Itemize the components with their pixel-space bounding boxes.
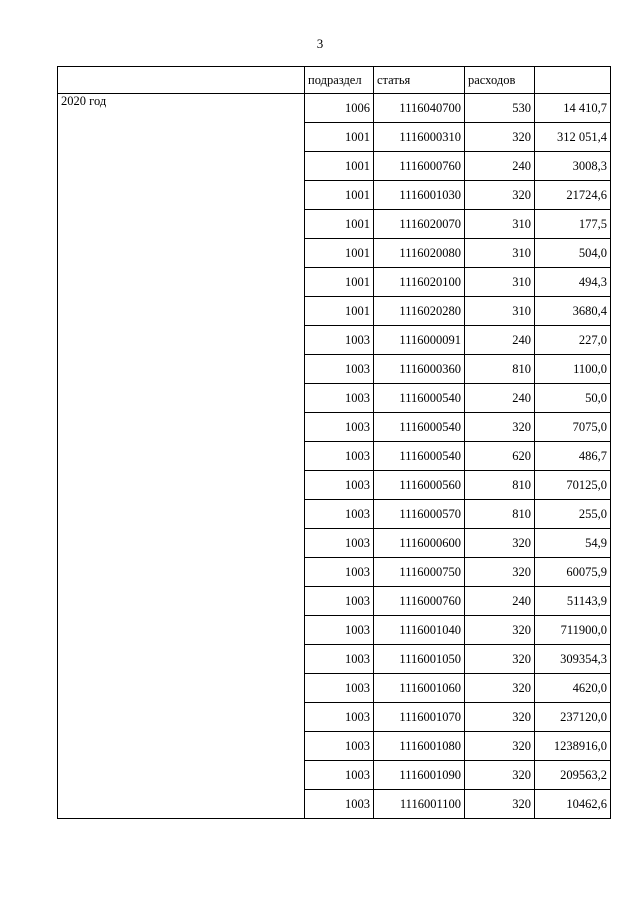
amount-cell: 255,0 (535, 500, 611, 529)
table-body (58, 67, 611, 819)
subsection-cell: 1003 (305, 529, 374, 558)
subsection-cell: 1003 (305, 500, 374, 529)
expense-type-cell: 320 (465, 732, 535, 761)
subsection-cell: 1001 (305, 268, 374, 297)
article-cell: 1116020280 (374, 297, 465, 326)
amount-cell: 60075,9 (535, 558, 611, 587)
year-label: 2020 год (58, 94, 305, 819)
article-cell: 1116001040 (374, 616, 465, 645)
article-cell: 1116000750 (374, 558, 465, 587)
expense-type-cell: 320 (465, 181, 535, 210)
article-cell: 1116020080 (374, 239, 465, 268)
article-cell: 1116001030 (374, 181, 465, 210)
expense-type-cell: 320 (465, 703, 535, 732)
article-cell: 1116000570 (374, 500, 465, 529)
amount-cell: 51143,9 (535, 587, 611, 616)
expense-type-cell: 320 (465, 529, 535, 558)
amount-cell: 1238916,0 (535, 732, 611, 761)
header-expense-type: расходов (465, 67, 535, 94)
amount-cell: 711900,0 (535, 616, 611, 645)
header-amount (535, 67, 611, 94)
subsection-cell: 1001 (305, 181, 374, 210)
article-cell: 1116001080 (374, 732, 465, 761)
subsection-cell: 1003 (305, 645, 374, 674)
article-cell: 1116001050 (374, 645, 465, 674)
amount-cell: 209563,2 (535, 761, 611, 790)
header-article: статья (374, 67, 465, 94)
subsection-cell: 1003 (305, 674, 374, 703)
subsection-cell: 1003 (305, 790, 374, 819)
expense-type-cell: 310 (465, 239, 535, 268)
subsection-cell: 1001 (305, 239, 374, 268)
table-row (58, 94, 611, 123)
article-cell: 1116000360 (374, 355, 465, 384)
article-cell: 1116000560 (374, 471, 465, 500)
subsection-cell: 1001 (305, 123, 374, 152)
amount-cell: 237120,0 (535, 703, 611, 732)
subsection-cell: 1003 (305, 703, 374, 732)
article-cell: 1116000540 (374, 442, 465, 471)
expense-type-cell: 240 (465, 326, 535, 355)
article-cell: 1116000600 (374, 529, 465, 558)
subsection-cell: 1003 (305, 761, 374, 790)
subsection-cell: 1001 (305, 297, 374, 326)
article-cell: 1116020070 (374, 210, 465, 239)
expense-type-cell: 310 (465, 297, 535, 326)
expense-type-cell: 320 (465, 761, 535, 790)
article-cell: 1116000091 (374, 326, 465, 355)
page-number: 3 (316, 36, 324, 51)
amount-cell: 504,0 (535, 239, 611, 268)
amount-cell: 3680,4 (535, 297, 611, 326)
subsection-cell: 1003 (305, 616, 374, 645)
subsection-cell: 1003 (305, 732, 374, 761)
article-cell: 1116000760 (374, 587, 465, 616)
expense-type-cell: 320 (465, 674, 535, 703)
amount-cell: 10462,6 (535, 790, 611, 819)
subsection-cell: 1003 (305, 355, 374, 384)
subsection-cell: 1003 (305, 326, 374, 355)
subsection-cell: 1003 (305, 471, 374, 500)
article-cell: 1116001060 (374, 674, 465, 703)
expense-type-cell: 810 (465, 355, 535, 384)
amount-cell: 227,0 (535, 326, 611, 355)
expense-type-cell: 320 (465, 616, 535, 645)
subsection-cell: 1003 (305, 558, 374, 587)
expense-type-cell: 320 (465, 790, 535, 819)
expense-type-cell: 620 (465, 442, 535, 471)
subsection-cell: 1003 (305, 442, 374, 471)
article-cell: 1116000760 (374, 152, 465, 181)
expense-type-cell: 320 (465, 123, 535, 152)
subsection-cell: 1003 (305, 587, 374, 616)
amount-cell: 494,3 (535, 268, 611, 297)
amount-cell: 54,9 (535, 529, 611, 558)
article-cell: 1116000540 (374, 413, 465, 442)
expense-type-cell: 320 (465, 645, 535, 674)
amount-cell: 3008,3 (535, 152, 611, 181)
header-label-cell (58, 67, 305, 94)
amount-cell: 50,0 (535, 384, 611, 413)
expense-type-cell: 240 (465, 384, 535, 413)
expense-type-cell: 240 (465, 152, 535, 181)
expense-type-cell: 320 (465, 558, 535, 587)
expense-type-cell: 320 (465, 413, 535, 442)
amount-cell: 312 051,4 (535, 123, 611, 152)
expense-type-cell: 810 (465, 471, 535, 500)
subsection-cell: 1006 (305, 94, 374, 123)
article-cell: 1116000310 (374, 123, 465, 152)
amount-cell: 177,5 (535, 210, 611, 239)
table-header-row (58, 67, 611, 94)
budget-table (57, 66, 611, 819)
expense-type-cell: 810 (465, 500, 535, 529)
expense-type-cell: 310 (465, 210, 535, 239)
amount-cell: 70125,0 (535, 471, 611, 500)
subsection-cell: 1001 (305, 152, 374, 181)
header-subsection: подраздел (305, 67, 374, 94)
amount-cell: 21724,6 (535, 181, 611, 210)
subsection-cell: 1001 (305, 210, 374, 239)
article-cell: 1116001100 (374, 790, 465, 819)
article-cell: 1116000540 (374, 384, 465, 413)
amount-cell: 486,7 (535, 442, 611, 471)
article-cell: 1116020100 (374, 268, 465, 297)
amount-cell: 14 410,7 (535, 94, 611, 123)
article-cell: 1116001090 (374, 761, 465, 790)
article-cell: 1116040700 (374, 94, 465, 123)
expense-type-cell: 530 (465, 94, 535, 123)
subsection-cell: 1003 (305, 384, 374, 413)
expense-type-cell: 310 (465, 268, 535, 297)
amount-cell: 1100,0 (535, 355, 611, 384)
amount-cell: 309354,3 (535, 645, 611, 674)
expense-type-cell: 240 (465, 587, 535, 616)
amount-cell: 4620,0 (535, 674, 611, 703)
amount-cell: 7075,0 (535, 413, 611, 442)
subsection-cell: 1003 (305, 413, 374, 442)
article-cell: 1116001070 (374, 703, 465, 732)
